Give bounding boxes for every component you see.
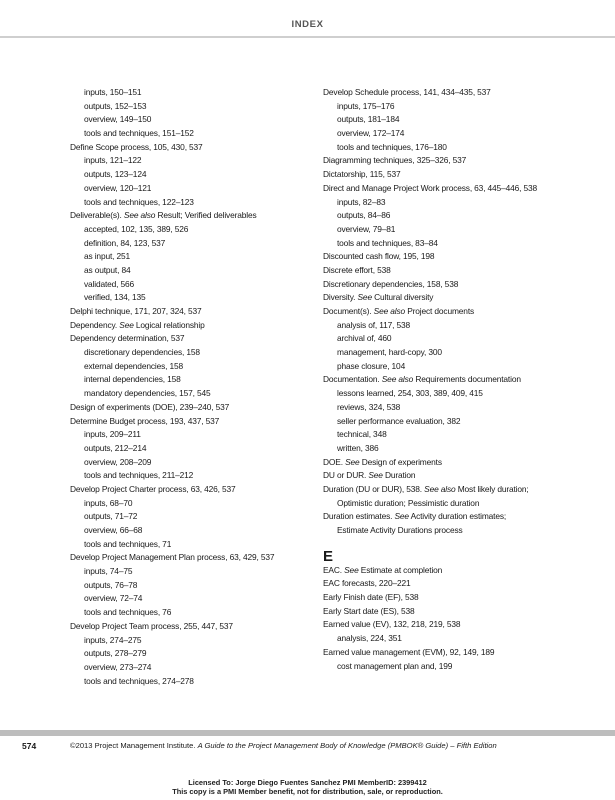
index-subentry: technical, 348 <box>337 429 387 440</box>
index-entry: Direct and Manage Project Work process, 63, 445–446, 538 <box>323 182 537 193</box>
entry-term: Diversity. <box>323 292 358 303</box>
entry-term: DOE. <box>323 456 346 467</box>
index-subentry: outputs, 71–72 <box>84 511 138 522</box>
index-subentry: outputs, 123–124 <box>84 169 147 180</box>
index-subentry: reviews, 324, 538 <box>337 401 401 412</box>
index-subentry: overview, 172–174 <box>337 128 405 139</box>
index-subentry: overview, 149–150 <box>84 114 152 125</box>
index-entry <box>323 483 588 497</box>
index-subentry: lessons learned, 254, 303, 389, 409, 415 <box>337 388 483 399</box>
copyright-notice <box>70 741 497 750</box>
index-subentry: tools and techniques, 76 <box>84 607 172 618</box>
index-entry: Discrete effort, 538 <box>323 264 391 275</box>
index-subentry: tools and techniques, 122–123 <box>84 196 194 207</box>
index-subentry: definition, 84, 123, 537 <box>84 237 166 248</box>
entry-term: Document(s). <box>323 306 374 316</box>
index-entry: Dictatorship, 115, 537 <box>323 169 401 180</box>
index-subentry: tools and techniques, 274–278 <box>84 675 194 686</box>
entry-term: EAC. <box>323 564 345 575</box>
index-subentry: overview, 208–209 <box>84 456 152 467</box>
index-entry <box>70 209 310 223</box>
index-entry: Early Start date (ES), 538 <box>323 605 415 616</box>
index-entry: Earned value management (EVM), 92, 149, 189 <box>323 646 495 657</box>
see-reference: See <box>345 456 360 467</box>
see-reference: See also <box>123 210 156 221</box>
index-subentry: seller performance evaluation, 382 <box>337 415 461 426</box>
reference-target: Estimate at completion <box>358 564 443 575</box>
index-subentry: overview, 273–274 <box>84 661 152 672</box>
index-subentry: tools and techniques, 176–180 <box>337 141 447 152</box>
index-entry <box>323 291 588 305</box>
index-subentry: verified, 134, 135 <box>84 292 146 303</box>
index-subentry: tools and techniques, 151–152 <box>84 128 194 139</box>
see-reference: See <box>119 319 134 330</box>
index-entry <box>323 469 588 483</box>
entry-term: Deliverable(s). <box>70 210 124 221</box>
index-entry: Define Scope process, 105, 430, 537 <box>70 141 203 152</box>
index-subentry: inputs, 150–151 <box>84 87 142 97</box>
index-entry <box>323 305 588 319</box>
index-entry: Diagramming techniques, 325–326, 537 <box>323 155 467 166</box>
index-subentry: management, hard-copy, 300 <box>337 347 442 358</box>
index-subentry: outputs, 181–184 <box>337 114 400 125</box>
index-entry: EAC forecasts, 220–221 <box>323 578 411 589</box>
index-subentry: overview, 120–121 <box>84 182 152 193</box>
see-reference: See also <box>424 483 456 494</box>
index-subentry: tools and techniques, 71 <box>84 538 172 549</box>
index-subentry: as input, 251 <box>84 251 131 262</box>
entry-term: Duration estimates. <box>323 511 395 522</box>
index-subentry: written, 386 <box>337 442 379 453</box>
index-subentry: outputs, 278–279 <box>84 648 147 659</box>
index-column-right <box>323 86 588 673</box>
index-entry: Dependency determination, 537 <box>70 333 185 344</box>
footer-divider <box>0 730 615 736</box>
license-notice <box>0 779 615 796</box>
index-subentry: overview, 79–81 <box>337 223 396 234</box>
index-entry: Discretionary dependencies, 158, 538 <box>323 278 459 289</box>
entry-term: Duration (DU or DUR), 538. <box>323 483 425 494</box>
index-subentry: mandatory dependencies, 157, 545 <box>84 388 211 399</box>
index-entry-continuation: Optimistic duration; Pessimistic duration <box>337 497 480 508</box>
entry-term: Documentation. <box>323 374 382 385</box>
index-entry <box>323 510 588 524</box>
index-subentry: analysis, 224, 351 <box>337 633 402 644</box>
license-line-1: Licensed To: Jorge Diego Fuentes Sanchez PMI MemberID: 2399412 <box>188 778 427 787</box>
reference-target: Duration <box>382 470 416 481</box>
index-subentry: inputs, 68–70 <box>84 497 133 508</box>
index-subentry: inputs, 74–75 <box>84 566 133 577</box>
index-subentry: tools and techniques, 211–212 <box>84 470 194 481</box>
index-entry: Develop Project Management Plan process, 63, 429, 537 <box>70 552 275 563</box>
index-entry: Early Finish date (EF), 538 <box>323 592 419 603</box>
page-header-title: INDEX <box>291 19 324 30</box>
index-entry: Delphi technique, 171, 207, 324, 537 <box>70 306 202 316</box>
index-entry <box>323 564 588 578</box>
entry-term: DU or DUR. <box>323 470 369 481</box>
entry-term: Dependency. <box>70 319 120 330</box>
index-entry: Design of experiments (DOE), 239–240, 537 <box>70 401 230 412</box>
index-entry: Develop Project Team process, 255, 447, 537 <box>70 620 233 631</box>
reference-target: Most likely duration; <box>455 483 529 494</box>
index-entry <box>70 319 310 333</box>
section-spacer <box>323 538 588 546</box>
book-title: A Guide to the Project Management Body of Knowledge (PMBOK® Guide) – Fifth Edition <box>197 741 497 750</box>
reference-target: Result; Verified deliverables <box>155 210 257 221</box>
index-subentry: overview, 72–74 <box>84 593 143 604</box>
see-reference: See also <box>373 306 406 316</box>
index-subentry: analysis of, 117, 538 <box>337 319 411 330</box>
index-subentry: external dependencies, 158 <box>84 360 184 371</box>
see-reference: See <box>344 564 359 575</box>
index-subentry: inputs, 121–122 <box>84 155 142 166</box>
index-entry: Develop Schedule process, 141, 434–435, 537 <box>323 87 491 97</box>
index-entry <box>323 373 588 387</box>
index-column-left <box>70 86 310 688</box>
index-subentry: overview, 66–68 <box>84 525 143 535</box>
index-subentry: accepted, 102, 135, 389, 526 <box>84 223 189 234</box>
index-subentry: discretionary dependencies, 158 <box>84 347 200 358</box>
see-reference: See <box>368 470 383 481</box>
index-entry: Determine Budget process, 193, 437, 537 <box>70 415 220 426</box>
index-subentry: outputs, 152–153 <box>84 100 147 111</box>
index-subentry: outputs, 84–86 <box>337 210 391 221</box>
reference-target: Logical relationship <box>133 319 205 330</box>
index-subentry: phase closure, 104 <box>337 360 406 371</box>
section-letter: E <box>323 547 333 565</box>
index-entry: Discounted cash flow, 195, 198 <box>323 251 435 262</box>
see-reference: See <box>357 292 372 303</box>
index-subentry: outputs, 76–78 <box>84 579 138 590</box>
index-subentry: validated, 566 <box>84 278 135 289</box>
copyright-prefix: ©2013 Project Management Institute. <box>70 741 198 750</box>
license-line-2: This copy is a PMI Member benefit, not for distribution, sale, or reproduction. <box>172 786 443 796</box>
index-entry-continuation: Estimate Activity Durations process <box>337 525 463 535</box>
index-subentry: outputs, 212–214 <box>84 442 147 453</box>
reference-target: Requirements documentation <box>413 374 521 385</box>
index-subentry: inputs, 175–176 <box>337 100 395 111</box>
see-reference: See <box>394 511 409 522</box>
see-reference: See also <box>381 374 414 385</box>
index-entry <box>323 456 588 470</box>
reference-target: Cultural diversity <box>371 292 434 303</box>
index-subentry: tools and techniques, 83–84 <box>337 237 438 248</box>
index-entry: Develop Project Charter process, 63, 426, 537 <box>70 483 236 494</box>
index-subentry: cost management plan and, 199 <box>337 660 453 671</box>
reference-target: Project documents <box>405 306 475 316</box>
header-divider <box>0 36 615 38</box>
index-subentry: as output, 84 <box>84 264 131 275</box>
index-subentry: inputs, 209–211 <box>84 429 141 440</box>
reference-target: Design of experiments <box>359 456 442 467</box>
index-subentry: inputs, 274–275 <box>84 634 142 645</box>
index-subentry: archival of, 460 <box>337 333 392 344</box>
index-subentry: internal dependencies, 158 <box>84 374 181 385</box>
index-subentry: inputs, 82–83 <box>337 196 386 207</box>
reference-target: Activity duration estimates; <box>408 511 507 522</box>
page-number: 574 <box>22 741 37 751</box>
index-entry: Earned value (EV), 132, 218, 219, 538 <box>323 619 461 630</box>
